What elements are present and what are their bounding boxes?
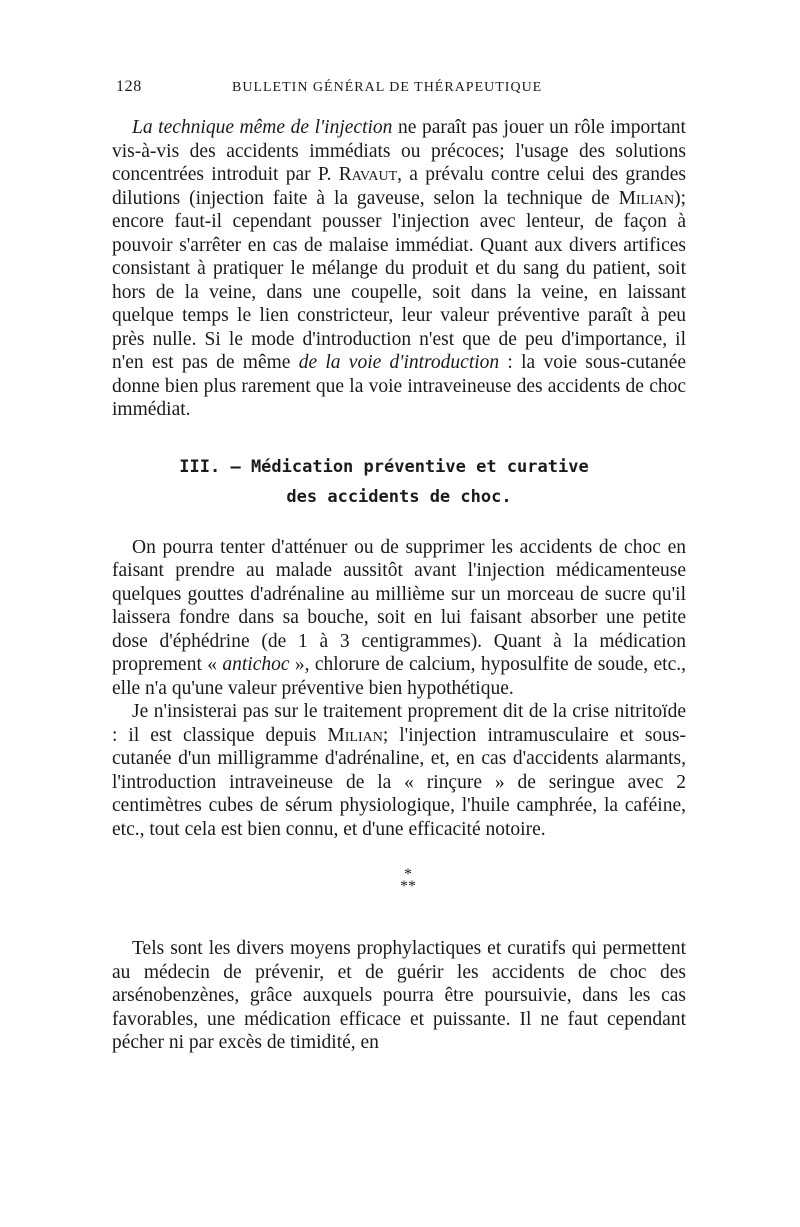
author-name-ravaut: Ravaut xyxy=(338,164,398,185)
author-name-milian: Milian xyxy=(327,724,383,746)
section-heading-line1: III. — Médication préventive et curative xyxy=(179,456,589,477)
asterism-bottom: ** xyxy=(400,878,416,895)
paragraph-text: », chlorure de calcium, hyposulfite de soude, etc., elle n'a qu'une valeur préventive bien hypothétique. xyxy=(112,654,686,699)
section-heading xyxy=(112,452,686,512)
italic-phrase: antichoc xyxy=(222,654,290,675)
paragraph-text: ne paraît pas jouer un rôle important vis-à-vis des accidents immédiats ou précoces; l'usage des solutions concentrées introduit par P. xyxy=(112,117,686,185)
paragraph-conclusion: Tels sont les divers moyens prophylactiques et curatifs qui permettent au médecin de prévenir, et de guérir les accidents de choc des arsénobenzènes, grâce auxquels pourra être poursuivie, dans les cas favorables, une médication efficace et puissante. Il ne faut cependant pécher ni par excès de timidité, en xyxy=(112,938,686,1053)
paragraph-text: On pourra tenter d'atténuer ou de supprimer les accidents de choc en faisant prendre au malade aussitôt avant l'injection médicamenteuse quelques gouttes d'adrénaline au millième sur un morceau de sucre qu'il laissera fondre dans sa bouche, soit en lui faisant absorber une petite dose d'éphédrine (de 1 à 3 centigrammes). Quant à la médication proprement « xyxy=(112,536,686,675)
page-number: 128 xyxy=(116,78,142,95)
italic-phrase: La technique même de l'injection xyxy=(132,117,393,138)
paragraph-text: ); encore faut-il cependant pousser l'injection avec lenteur, de façon à pouvoir s'arrêter en cas de malaise immédiat. Quant aux divers artifices consistant à pratiquer le mélange du produit et du sang du patient, soit hors de la veine, dans une coupelle, soit dans la veine, en laissant quelque temps le lien constricteur, leur valeur préventive paraît à peu près nulle. Si le mode d'introduction n'est que de peu d'importance, il n'en est pas de même xyxy=(112,187,686,373)
paragraph-text: ; l'injection intramusculaire et sous-cutanée d'un milligramme d'adrénaline, et, en cas d'accidents alarmants, l'introduction intraveineuse de la « rinçure » de seringue avec 2 centimètres cubes de sérum physiologique, l'huile camphrée, la caféine, etc., tout cela est bien connu, et d'une efficacité notoire. xyxy=(112,724,686,840)
author-name-milian: Milian xyxy=(618,187,675,209)
asterism-top: * xyxy=(404,866,412,883)
section-heading-line2: des accidents de choc. xyxy=(286,486,512,507)
paragraph-text: , a prévalu contre celui des grandes dilutions (injection faite à la gaveuse, selon la technique de xyxy=(112,164,686,209)
paragraph-text: Je n'insisterai pas sur le traitement proprement dit de la crise nitritoïde : il est classique depuis xyxy=(112,701,686,746)
italic-phrase: de la voie d'introduction xyxy=(298,352,500,373)
asterism-divider xyxy=(112,866,686,895)
paragraph-treatment xyxy=(112,700,686,841)
paragraph-text: : la voie sous-cutanée donne bien plus rarement que la voie intraveineuse des accidents de choc immédiat. xyxy=(112,352,687,420)
paragraph-prevention xyxy=(112,536,686,701)
page-header xyxy=(112,74,686,102)
running-title: BULLETIN GÉNÉRAL DE THÉRAPEUTIQUE xyxy=(232,80,543,95)
paragraph-injection-technique xyxy=(112,116,686,422)
document-page xyxy=(112,74,686,1055)
